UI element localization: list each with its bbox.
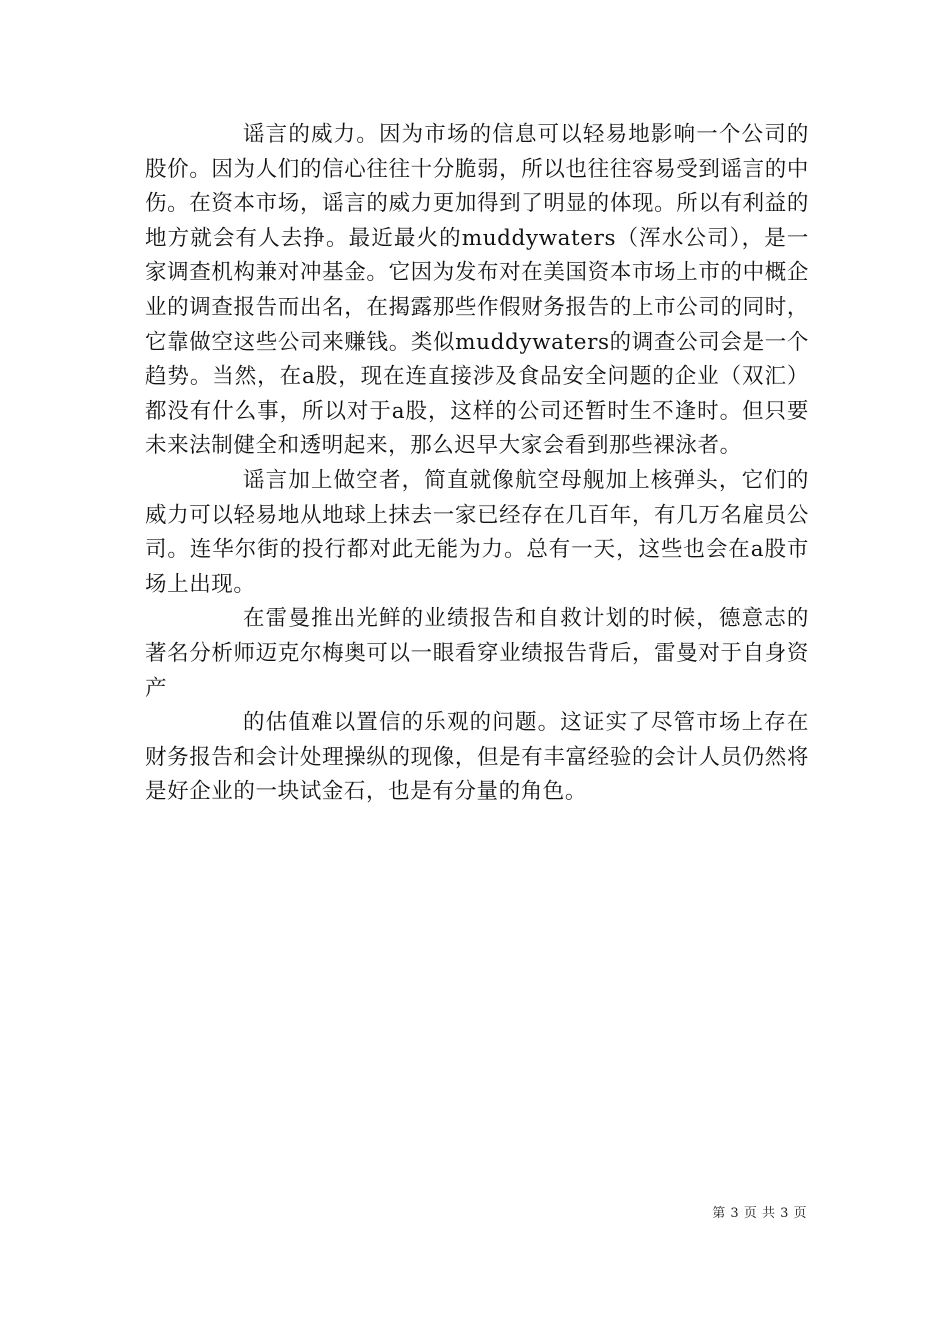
paragraph-rumor-power: 谣言的威力。因为市场的信息可以轻易地影响一个公司的股价。因为人们的信心往往十分脆弱，所以也往往容易受到谣言的中伤。在资本市场，谣言的威力更加得到了明显的体现。所以有利益的地方就会有人去挣。最近最火的muddywaters（浑水公司），是一家调查机构兼对冲基金。它因为发布对在美国资本市场上市的中概企业的调查报告而出名，在揭露那些作假财务报告的上市公司的同时，它靠做空这些公司来赚钱。类似muddywaters的调查公司会是一个趋势。当然，在a股，现在连直接涉及食品安全问题的企业（双汇）都没有什么事，所以对于a股，这样的公司还暂时生不逢时。但只要未来法制健全和透明起来，那么迟早大家会看到那些裸泳者。	[145, 122, 809, 459]
paragraph-short-sellers: 谣言加上做空者，简直就像航空母舰加上核弹头，它们的威力可以轻易地从地球上抹去一家已经存在几百年，有几万名雇员公司。连华尔街的投行都对此无能为力。总有一天，这些也会在a股市场上出现。	[145, 467, 809, 597]
document-body	[145, 118, 809, 810]
paragraph-accountants: 的估值难以置信的乐观的问题。这证实了尽管市场上存在财务报告和会计处理操纵的现像，但是有丰富经验的会计人员仍然将是好企业的一块试金石，也是有分量的角色。	[145, 710, 809, 805]
paragraph-lehman: 在雷曼推出光鲜的业绩报告和自救计划的时候，德意志的著名分析师迈克尔梅奥可以一眼看穿业绩报告背后，雷曼对于自身资产	[145, 606, 809, 701]
page-footer: 第 3 页 共 3 页	[712, 1206, 807, 1221]
